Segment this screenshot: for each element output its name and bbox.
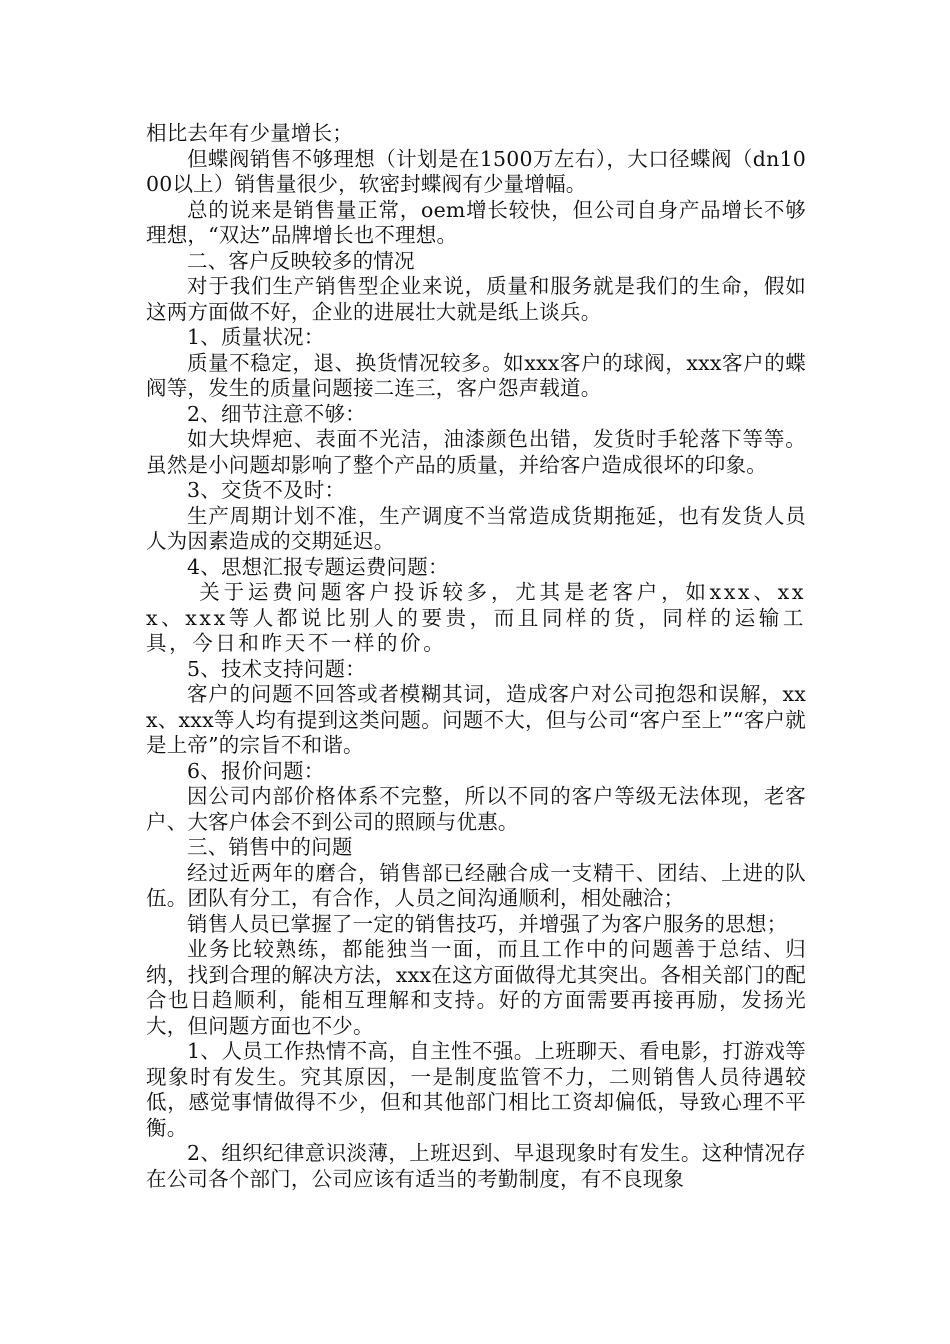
subsection-heading: 3、交货不及时： <box>187 478 346 502</box>
section-heading: 三、销售中的问题 <box>187 835 353 859</box>
subsection-heading: 4、思想汇报专题运费问题： <box>187 554 449 579</box>
paragraph: 总的说来是销售量正常，oem增长较快，但公司自身产品增长不够理想，“双达”品牌增长也不理想。 <box>146 197 806 247</box>
subsection-heading: 1、质量状况： <box>187 325 325 349</box>
document-body <box>146 121 806 1192</box>
paragraph: 客户的问题不回答或者模糊其词，造成客户对公司抱怨和误解，xxx、xxx等人均有提到这类问题。问题不大，但与公司“客户至上”“客户就是上帝”的宗旨不和谐。 <box>146 682 806 757</box>
paragraph: 相比去年有少量增长； <box>146 121 353 145</box>
subsection-heading: 6、报价问题： <box>187 758 325 783</box>
subsection-heading: 5、技术支持问题： <box>187 656 366 681</box>
section-heading: 二、客户反映较多的情况 <box>187 248 415 273</box>
paragraph: 关于运费问题客户投诉较多，尤其是老客户，如xxx、xxx、xxx等人都说比别人的要贵，而且同样的货，同样的运输工具，今日和昨天不一样的价。 <box>146 580 806 655</box>
paragraph: 销售人员已掌握了一定的销售技巧，并增强了为客户服务的思想； <box>187 911 788 936</box>
paragraph: 如大块焊疤、表面不光洁，油漆颜色出错，发货时手轮落下等等。虽然是小问题却影响了整个产品的质量，并给客户造成很坏的印象。 <box>146 427 806 477</box>
paragraph: 因公司内部价格体系不完整，所以不同的客户等级无法体现，老客户、大客户体会不到公司的照顾与优惠。 <box>146 784 806 834</box>
paragraph: 1、人员工作热情不高，自主性不强。上班聊天、看电影，打游戏等现象时有发生。究其原因，一是制度监管不力，二则销售人员待遇较低，感觉事情做得不少，但和其他部门相比工资却偏低，导致心理不平衡。 <box>146 1039 806 1140</box>
paragraph: 生产周期计划不准，生产调度不当常造成货期拖延，也有发货人员人为因素造成的交期延迟。 <box>146 503 806 553</box>
paragraph: 业务比较熟练，都能独当一面，而且工作中的问题善于总结、归纳，找到合理的解决方法，xxx在这方面做得尤其突出。各相关部门的配合也日趋顺利，能相互理解和支持。好的方面需要再接再励，发扬光大，但问题方面也不少。 <box>146 937 806 1038</box>
paragraph: 对于我们生产销售型企业来说，质量和服务就是我们的生命，假如这两方面做不好，企业的进展壮大就是纸上谈兵。 <box>146 274 806 324</box>
paragraph: 2、组织纪律意识淡薄，上班迟到、早退现象时有发生。这种情况存在公司各个部门，公司应该有适当的考勤制度，有不良现象 <box>146 1141 806 1191</box>
paragraph: 经过近两年的磨合，销售部已经融合成一支精干、团结、上进的队伍。团队有分工，有合作，人员之间沟通顺利，相处融洽； <box>146 860 806 910</box>
paragraph: 质量不稳定，退、换货情况较多。如xxx客户的球阀，xxx客户的蝶阀等，发生的质量问题接二连三，客户怨声载道。 <box>146 350 806 400</box>
subsection-heading: 2、细节注意不够： <box>187 401 366 426</box>
paragraph: 但蝶阀销售不够理想（计划是在1500万左右），大口径蝶阀（dn1000以上）销售量很少，软密封蝶阀有少量增幅。 <box>146 146 806 196</box>
